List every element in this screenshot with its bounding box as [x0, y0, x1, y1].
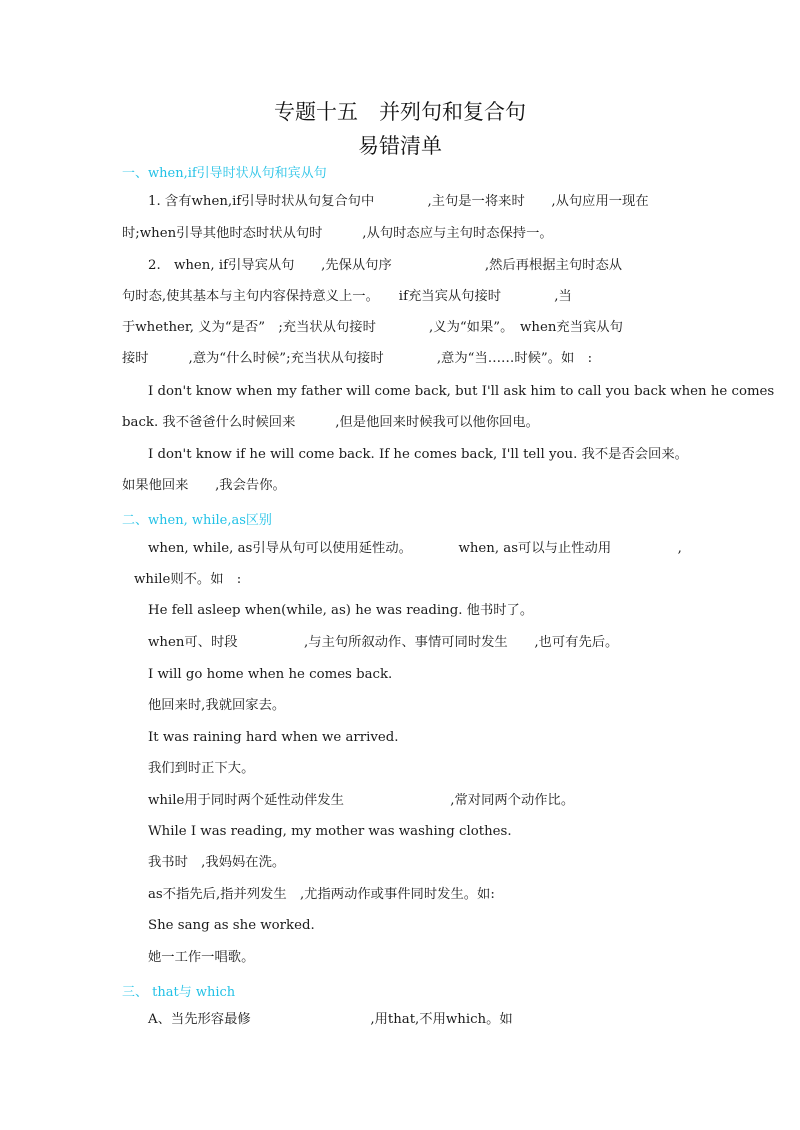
paragraph-line: 句时态,使其基本与主句内容保持意义上一。 if充当宾从句接时 ,当: [122, 289, 572, 304]
example-line: 我们到时正下大。: [148, 761, 255, 776]
page-subtitle: 易错清单: [358, 134, 442, 158]
section-heading-1: 一、when,if引导时状从句和宾从句: [122, 166, 327, 181]
example-line: While I was reading, my mother was washing clothes.: [148, 824, 512, 839]
example-line: back. 我不爸爸什么时候回来 ,但是他回来时候我可以他你回电。: [122, 415, 539, 430]
example-line: I don't know when my father will come back, but I'll ask him to call you back when he comes: [148, 384, 775, 399]
paragraph-line: 于whether, 义为“是否” ;充当状从句接时 ,义为“如果”。 when充当宾从句: [122, 320, 623, 335]
example-line: It was raining hard when we arrived.: [148, 730, 399, 745]
paragraph-line: 1. 含有when,if引导时状从句复合句中 ,主句是一将来时 ,从句应用一现在: [148, 194, 649, 209]
example-line: I will go home when he comes back.: [148, 667, 393, 682]
example-line: 他回来时,我就回家去。: [148, 698, 286, 713]
paragraph-line: 时;when引导其他时态时状从句时 ,从句时态应与主句时态保持一。: [122, 226, 553, 241]
example-line: 她一工作一唱歌。: [148, 950, 255, 965]
example-line: 如果他回来 ,我会告你。: [122, 478, 286, 493]
section-heading-3: 三、 that与 which: [122, 985, 236, 1000]
page-title: 专题十五 并列句和复合句: [274, 100, 526, 124]
paragraph-line: A、当先形容最修 ,用that,不用which。如: [148, 1012, 513, 1027]
paragraph-line: when, while, as引导从句可以使用延性动。 when, as可以与止性动用 ,: [148, 541, 682, 556]
paragraph-line: 接时 ,意为“什么时候”;充当状从句接时 ,意为“当……时候”。如 :: [122, 351, 593, 366]
example-line: 我书时 ,我妈妈在洗。: [148, 855, 286, 870]
paragraph-line: while用于同时两个延性动伴发生 ,常对同两个动作比。: [148, 793, 575, 808]
paragraph-line: while则不。如 :: [134, 572, 242, 587]
section-heading-2: 二、when, while,as区别: [122, 513, 272, 528]
example-line: He fell asleep when(while, as) he was reading. 他书时了。: [148, 603, 534, 618]
paragraph-line: when可、时段 ,与主句所叙动作、事情可同时发生 ,也可有先后。: [148, 635, 619, 650]
paragraph-line: as不指先后,指并列发生 ,尤指两动作或事件同时发生。如:: [148, 887, 495, 902]
example-line: She sang as she worked.: [148, 918, 315, 933]
paragraph-line: 2. when, if引导宾从句 ,先保从句序 ,然后再根据主句时态从: [148, 258, 623, 273]
example-line: I don't know if he will come back. If he comes back, I'll tell you. 我不是否会回来。: [148, 447, 688, 462]
